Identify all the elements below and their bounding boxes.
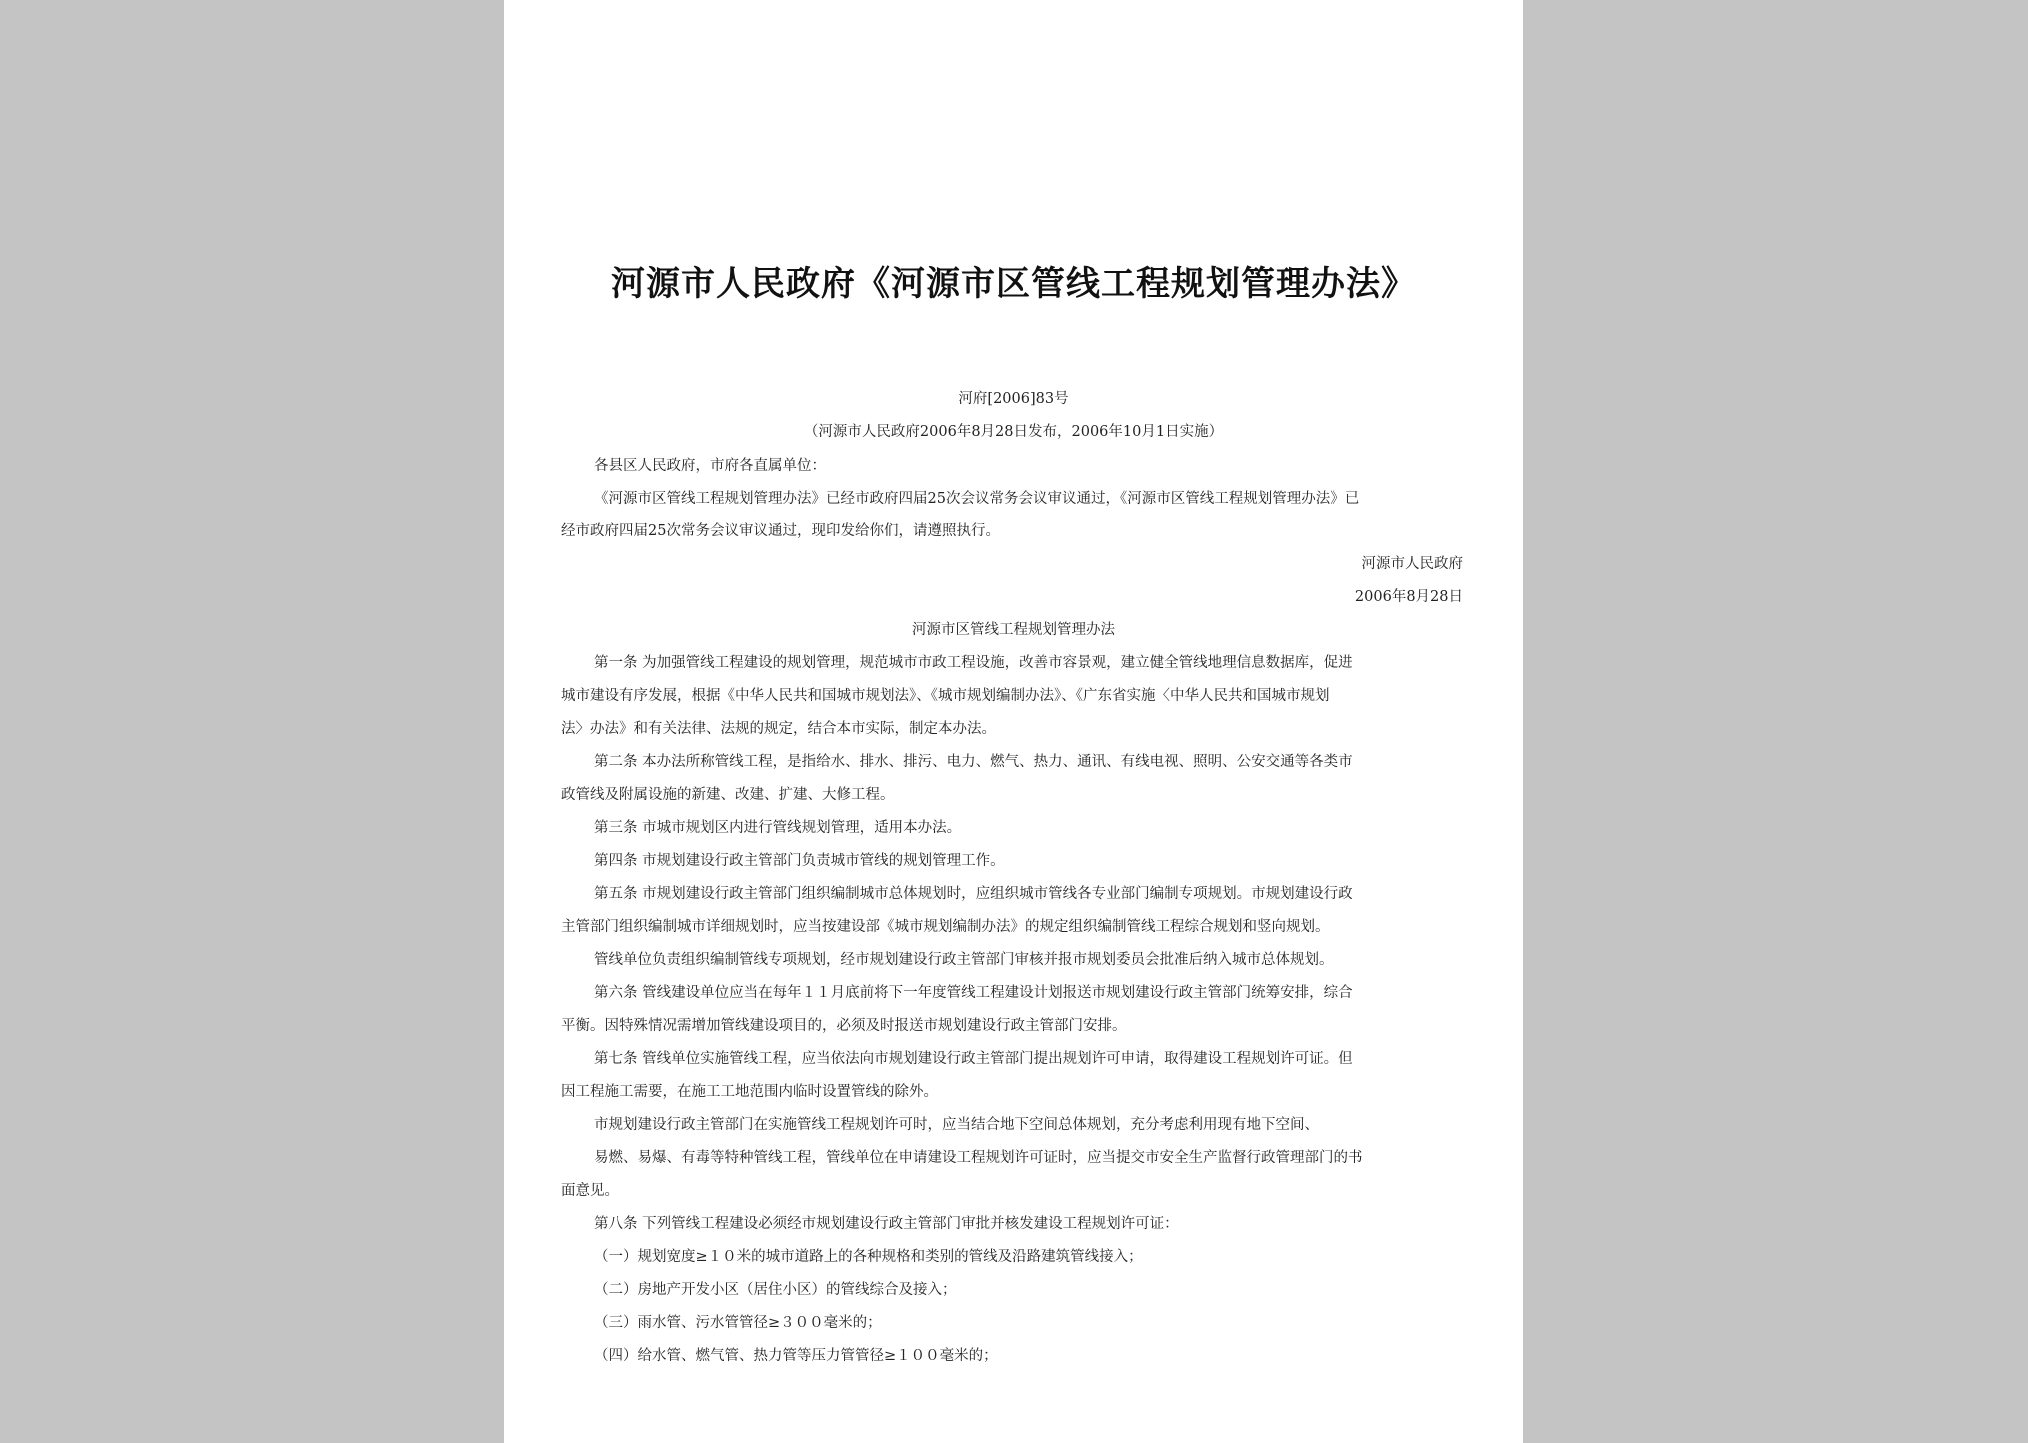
body-line: 市规划建设行政主管部门在实施管线工程规划许可时，应当结合地下空间总体规划，充分考虑利用现有地下空间、	[594, 1117, 1319, 1133]
body-line: （三）雨水管、污水管管径≥３００毫米的；	[594, 1315, 882, 1331]
body-line: 第三条 市城市规划区内进行管线规划管理，适用本办法。	[594, 820, 962, 836]
body-line: 第一条 为加强管线工程建设的规划管理，规范城市市政工程设施，改善市容景观，建立健全管线地理信息数据库，促进	[594, 655, 1353, 671]
body-line: 面意见。	[561, 1183, 619, 1199]
intro-line: 《河源市区管线工程规划管理办法》已经市政府四届25次会议常务会议审议通过，《河源市区管线工程规划管理办法》已	[594, 491, 1360, 507]
body-line: 第八条 下列管线工程建设必须经市规划建设行政主管部门审批并核发建设工程规划许可证：	[594, 1216, 1179, 1232]
body-line: 第四条 市规划建设行政主管部门负责城市管线的规划管理工作。	[594, 853, 1005, 869]
body-line: 第五条 市规划建设行政主管部门组织编制城市总体规划时，应组织城市管线各专业部门编制专项规划。市规划建设行政	[594, 886, 1353, 902]
regulation-subtitle: 河源市区管线工程规划管理办法	[912, 622, 1115, 638]
body-line: 第二条 本办法所称管线工程，是指给水、排水、排污、电力、燃气、热力、通讯、有线电视、照明、公安交通等各类市	[594, 754, 1353, 770]
intro-line: 经市政府四届25次常务会议审议通过，现印发给你们，请遵照执行。	[561, 523, 1000, 539]
body-line: 法〉办法》和有关法律、法规的规定，结合本市实际，制定本办法。	[561, 721, 996, 737]
body-line: 主管部门组织编制城市详细规划时，应当按建设部《城市规划编制办法》的规定组织编制管线工程综合规划和竖向规划。	[561, 919, 1330, 935]
body-line: 城市建设有序发展，根据《中华人民共和国城市规划法》、《城市规划编制办法》、《广东省实施〈中华人民共和国城市规划	[561, 688, 1330, 704]
body-line: （四）给水管、燃气管、热力管等压力管管径≥１００毫米的；	[594, 1348, 998, 1364]
document-number: 河府[2006]83号	[958, 391, 1069, 407]
addressee: 各县区人民政府，市府各直属单位：	[594, 458, 826, 474]
body-line: 平衡。因特殊情况需增加管线建设项目的，必须及时报送市规划建设行政主管部门安排。	[561, 1018, 1127, 1034]
body-line: （二）房地产开发小区（居住小区）的管线综合及接入；	[594, 1282, 957, 1298]
body-line: 第七条 管线单位实施管线工程，应当依法向市规划建设行政主管部门提出规划许可申请，取得建设工程规划许可证。但	[594, 1051, 1353, 1067]
body-line: 易燃、易爆、有毒等特种管线工程，管线单位在申请建设工程规划许可证时，应当提交市安全生产监督行政管理部门的书	[594, 1150, 1363, 1166]
document-page	[504, 0, 1523, 1443]
body-line: （一）规划宽度≥１０米的城市道路上的各种规格和类别的管线及沿路建筑管线接入；	[594, 1249, 1143, 1265]
body-line: 因工程施工需要，在施工工地范围内临时设置管线的除外。	[561, 1084, 938, 1100]
document-title: 河源市人民政府《河源市区管线工程规划管理办法》	[611, 264, 1416, 304]
signature-org: 河源市人民政府	[1361, 556, 1463, 572]
issue-note: （河源市人民政府2006年8月28日发布，2006年10月1日实施）	[803, 424, 1224, 440]
body-line: 第六条 管线建设单位应当在每年１１月底前将下一年度管线工程建设计划报送市规划建设行政主管部门统筹安排，综合	[594, 985, 1353, 1001]
body-line: 管线单位负责组织编制管线专项规划，经市规划建设行政主管部门审核并报市规划委员会批准后纳入城市总体规划。	[594, 952, 1334, 968]
signature-date: 2006年8月28日	[1354, 589, 1463, 605]
body-line: 政管线及附属设施的新建、改建、扩建、大修工程。	[561, 787, 895, 803]
